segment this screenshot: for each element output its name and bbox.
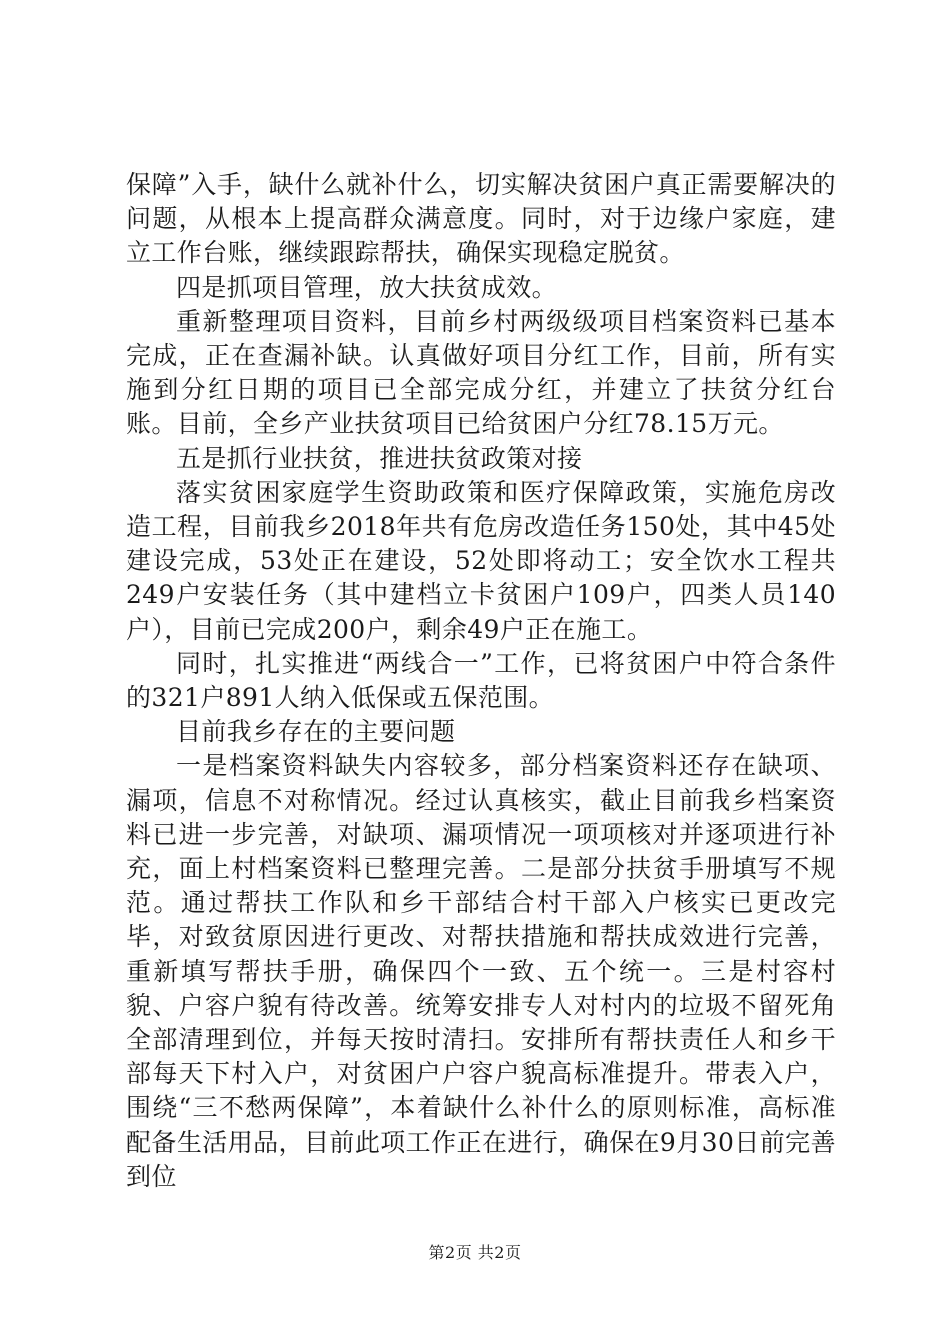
paragraph-3: 重新整理项目资料，目前乡村两级级项目档案资料已基本完成，正在查漏补缺。认真做好项目分红工作，目前，所有实施到分红日期的项目已全部完成分红，并建立了扶贫分红台账。目前，全乡产业扶贫项目已给贫困户分红78.15万元。	[126, 306, 836, 439]
paragraph-4-heading: 五是抓行业扶贫，推进扶贫政策对接	[176, 443, 583, 473]
paragraph-5: 落实贫困家庭学生资助政策和医疗保障政策，实施危房改造工程，目前我乡2018年共有危房改造任务150处，其中45处建设完成，53处正在建设，52处即将动工；安全饮水工程共249户安装任务（其中建档立卡贫困户109户，四类人员140户），目前已完成200户，剩余49户正在施工。	[126, 477, 836, 644]
paragraph-6: 同时，扎实推进“两线合一”工作，已将贫困户中符合条件的321户891人纳入低保或五保范围。	[126, 648, 836, 713]
page-number: 第2页 共2页	[428, 1243, 522, 1262]
paragraph-8: 一是档案资料缺失内容较多，部分档案资料还存在缺项、漏项，信息不对称情况。经过认真核实，截止目前我乡档案资料已进一步完善，对缺项、漏项情况一项项核对并逐项进行补充，面上村档案资料已整理完善。二是部分扶贫手册填写不规范。通过帮扶工作队和乡干部结合村干部入户核实已更改完毕，对致贫原因进行更改、对帮扶措施和帮扶成效进行完善，重新填写帮扶手册，确保四个一致、五个统一。三是村容村貌、户容户貌有待改善。统筹安排专人对村内的垃圾不留死角全部清理到位，并每天按时清扫。安排所有帮扶责任人和乡干部每天下村入户，对贫困户户容户貌高标准提升。带表入户，围绕“三不愁两保障”，本着缺什么补什么的原则标准，高标准配备生活用品，目前此项工作正在进行，确保在9月30日前完善到位	[126, 751, 836, 1191]
document-body	[126, 168, 836, 1194]
paragraph-2-heading: 四是抓项目管理，放大扶贫成效。	[176, 272, 558, 302]
paragraph-1: 保障”入手，缺什么就补什么，切实解决贫困户真正需要解决的问题，从根本上提高群众满意度。同时，对于边缘户家庭，建立工作台账，继续跟踪帮扶，确保实现稳定脱贫。	[126, 170, 836, 268]
paragraph-7-heading: 目前我乡存在的主要问题	[176, 717, 456, 747]
